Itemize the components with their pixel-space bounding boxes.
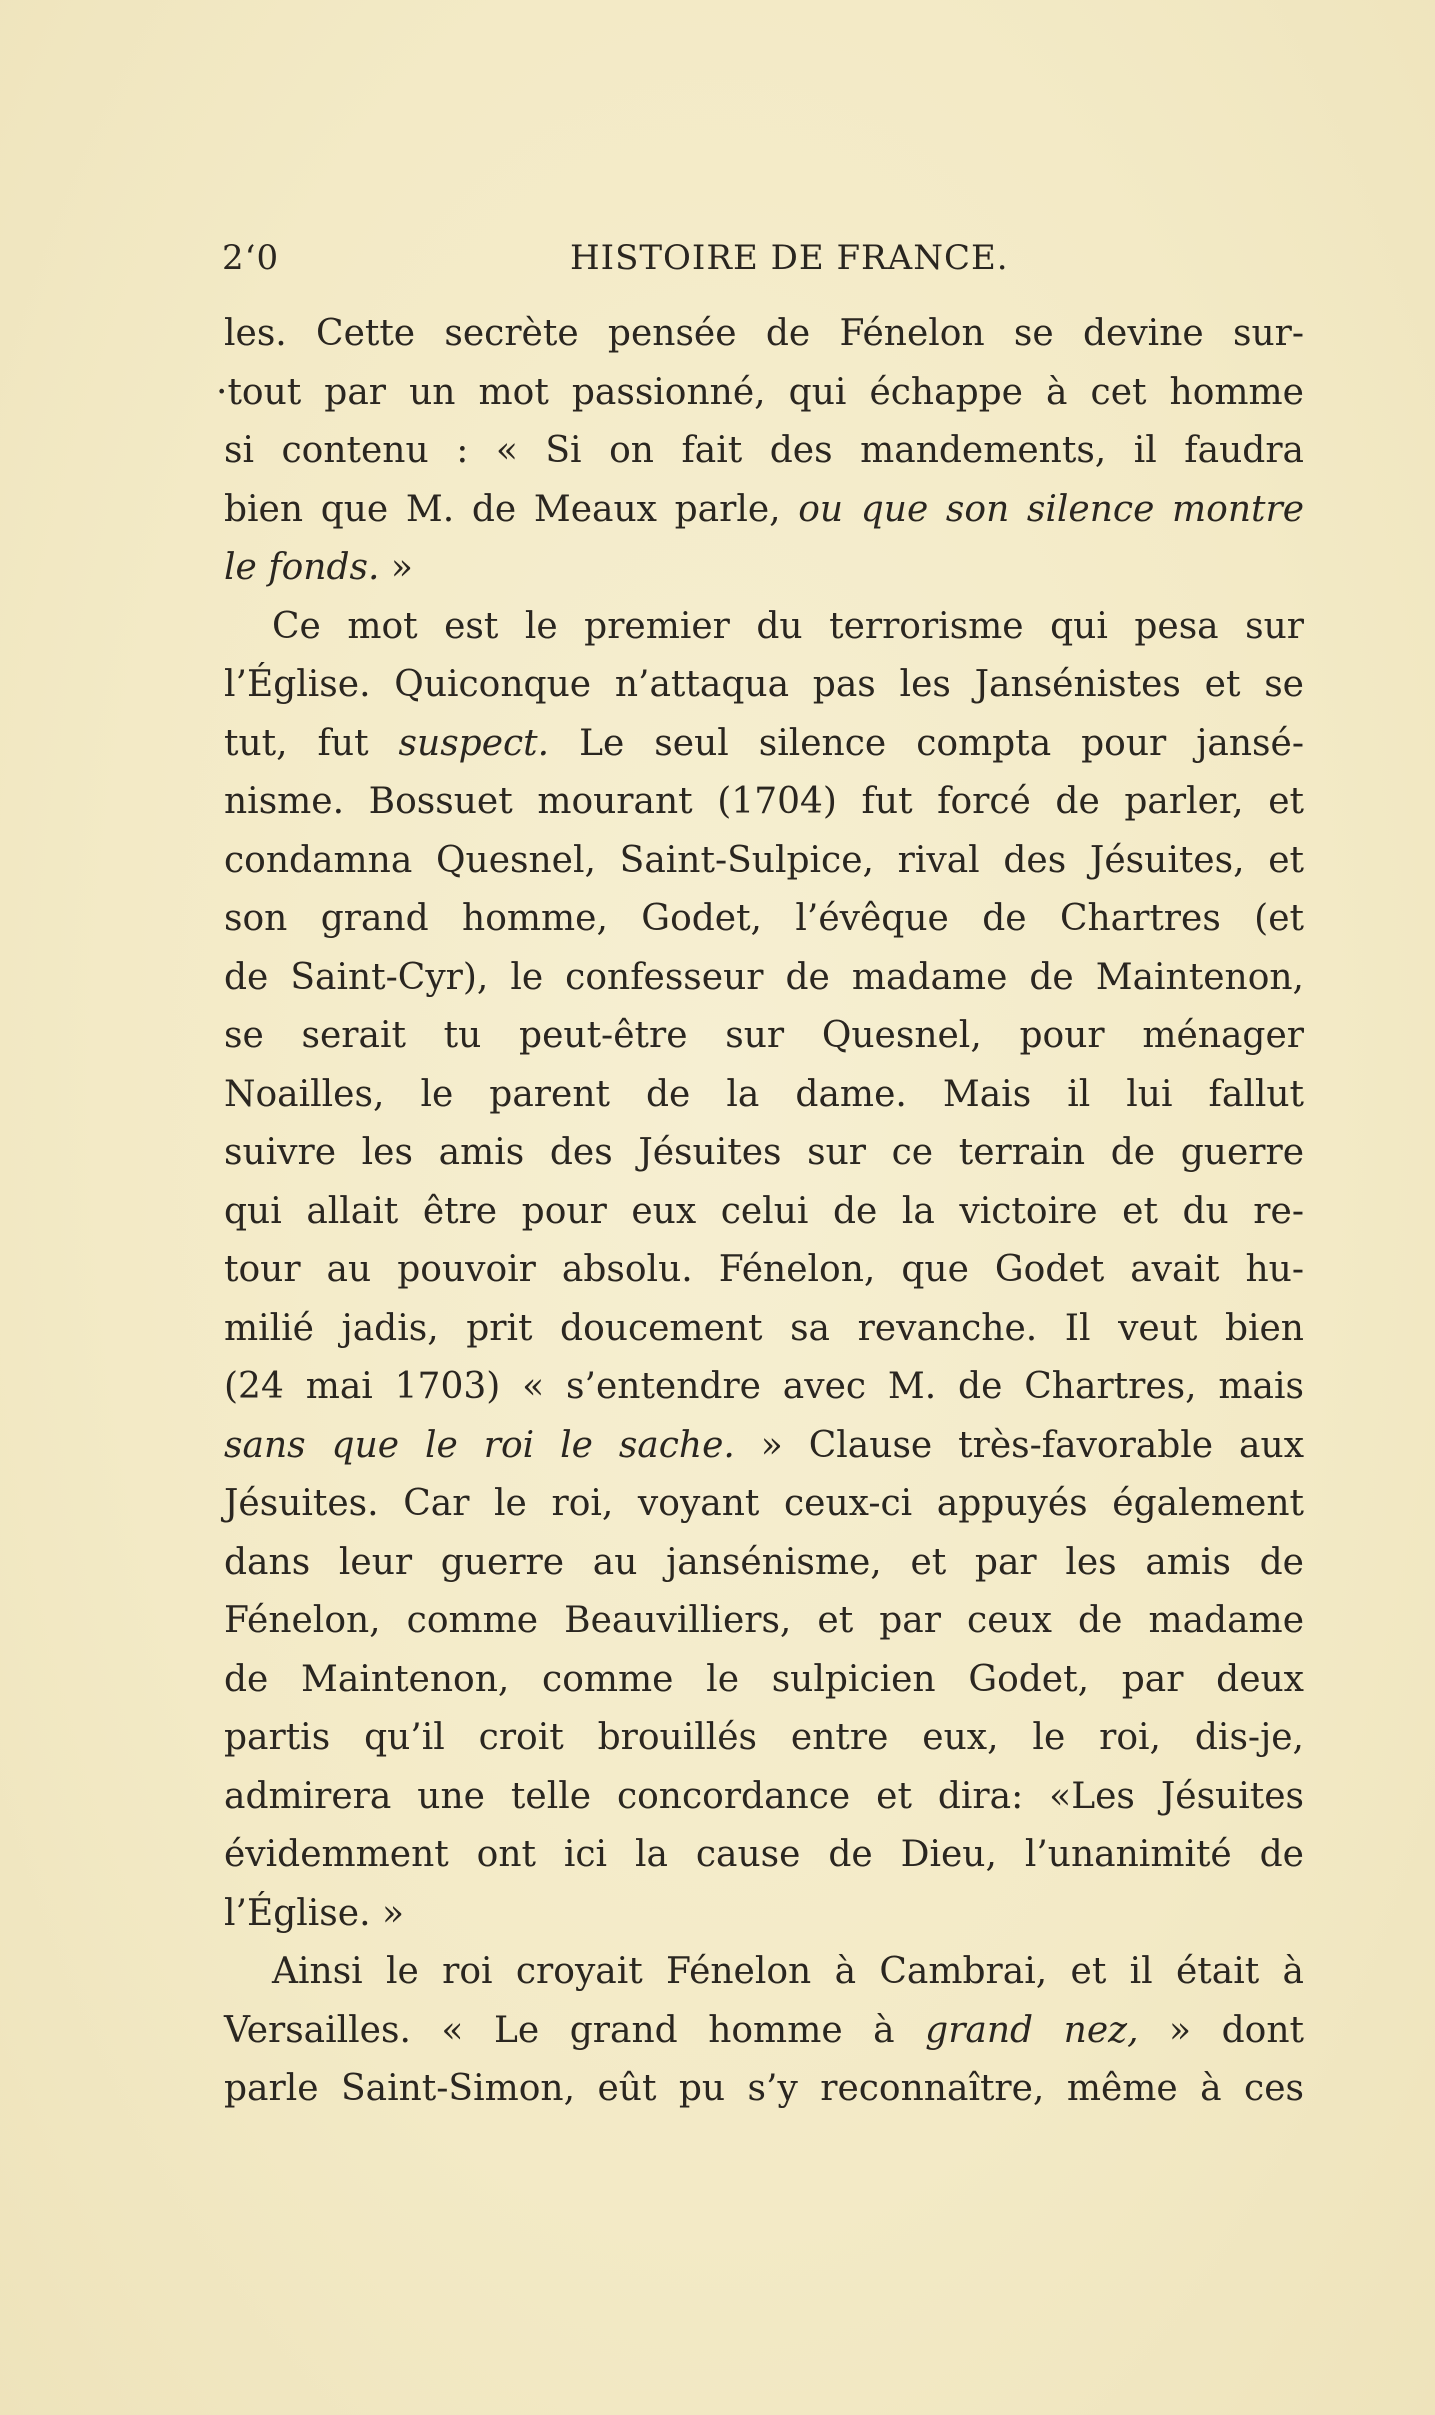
text-line: évidemment ont ici la cause de Dieu, l’unanimité de (224, 1834, 1304, 1875)
text-line: dans leur guerre au jansénisme, et par les amis de (224, 1541, 1304, 1583)
text-line: tour au pouvoir absolu. Fénelon, que Godet avait hu- (224, 1249, 1304, 1290)
text-line: l’Église. Quiconque n’attaqua pas les Jansénistes et se (224, 664, 1304, 705)
text-line (224, 539, 1304, 598)
line-segment: » dont (1138, 2009, 1304, 2051)
text-line: (24 mai 1703) « s’entendre avec M. de Chartres, mais (224, 1366, 1304, 1407)
text-line (224, 2002, 1304, 2061)
line-segment: Versailles. « Le grand homme à (224, 2009, 926, 2051)
text-line: parle Saint-Simon, eût pu s’y reconnaître, même à ces (224, 2068, 1304, 2109)
text-line: nisme. Bossuet mourant (1704) fut forcé de parler, et (224, 781, 1304, 822)
body-text (216, 305, 1304, 2119)
text-line: son grand homme, Godet, l’évêque de Chartres (et (224, 898, 1304, 939)
paragraph-start-line: Ainsi le roi croyait Fénelon à Cambrai, et il était à (272, 1951, 1304, 1992)
text-line: partis qu’il croit brouillés entre eux, le roi, dis-je, (224, 1717, 1304, 1758)
line-segment: » (379, 547, 413, 588)
text-line: de Saint-Cyr), le confesseur de madame de Maintenon, (224, 956, 1304, 998)
text-line: admirera une telle concordance et dira: «Les Jésuites (224, 1775, 1304, 1817)
text-line (224, 1417, 1304, 1476)
text-line: si contenu : « Si on fait des mandements, il faudra (224, 430, 1304, 471)
text-line: se serait tu peut-être sur Quesnel, pour ménager (224, 1015, 1304, 1056)
italic-quote: le fonds. (224, 547, 380, 588)
text-line: l’Église. » (224, 1892, 404, 1934)
italic-word: grand nez, (925, 2009, 1139, 2051)
text-line: Fénelon, comme Beauvilliers, et par ceux de madame (224, 1600, 1304, 1641)
text-line: de Maintenon, comme le sulpicien Godet, par deux (224, 1658, 1304, 1700)
line-segment: bien que M. de Meaux parle, (224, 488, 799, 530)
text-line: milié jadis, prit doucement sa revanche. Il veut bien (224, 1307, 1304, 1349)
line-segment: Le seul silence compta pour jansé- (549, 722, 1304, 764)
text-line (224, 481, 1304, 540)
text-line: ·tout par un mot passionné, qui échappe à cet homme (216, 371, 1304, 413)
line-segment: » Clause très-favorable aux (734, 1424, 1304, 1466)
text-line: suivre les amis des Jésuites sur ce terrain de guerre (224, 1132, 1304, 1173)
paragraph-start-line: Ce mot est le premier du terrorisme qui pesa sur (272, 605, 1304, 647)
text-line (224, 715, 1304, 774)
italic-quote: ou que son silence montre (798, 488, 1304, 530)
text-line: qui allait être pour eux celui de la victoire et du re- (224, 1190, 1304, 1232)
text-line: Jésuites. Car le roi, voyant ceux-ci appuyés également (224, 1483, 1304, 1524)
italic-quote: sans que le roi le sache. (224, 1424, 735, 1466)
italic-word: suspect. (398, 722, 550, 764)
line-segment: tut, fut (224, 722, 399, 764)
page-number: 2ʻ0 (222, 238, 280, 278)
running-title: HISTOIRE DE FRANCE. (570, 238, 1009, 278)
text-line: condamna Quesnel, Saint-Sulpice, rival des Jésuites, et (224, 839, 1304, 881)
page-header (222, 238, 1312, 288)
text-line: les. Cette secrète pensée de Fénelon se devine sur- (224, 313, 1304, 354)
text-line: Noailles, le parent de la dame. Mais il lui fallut (224, 1073, 1304, 1115)
